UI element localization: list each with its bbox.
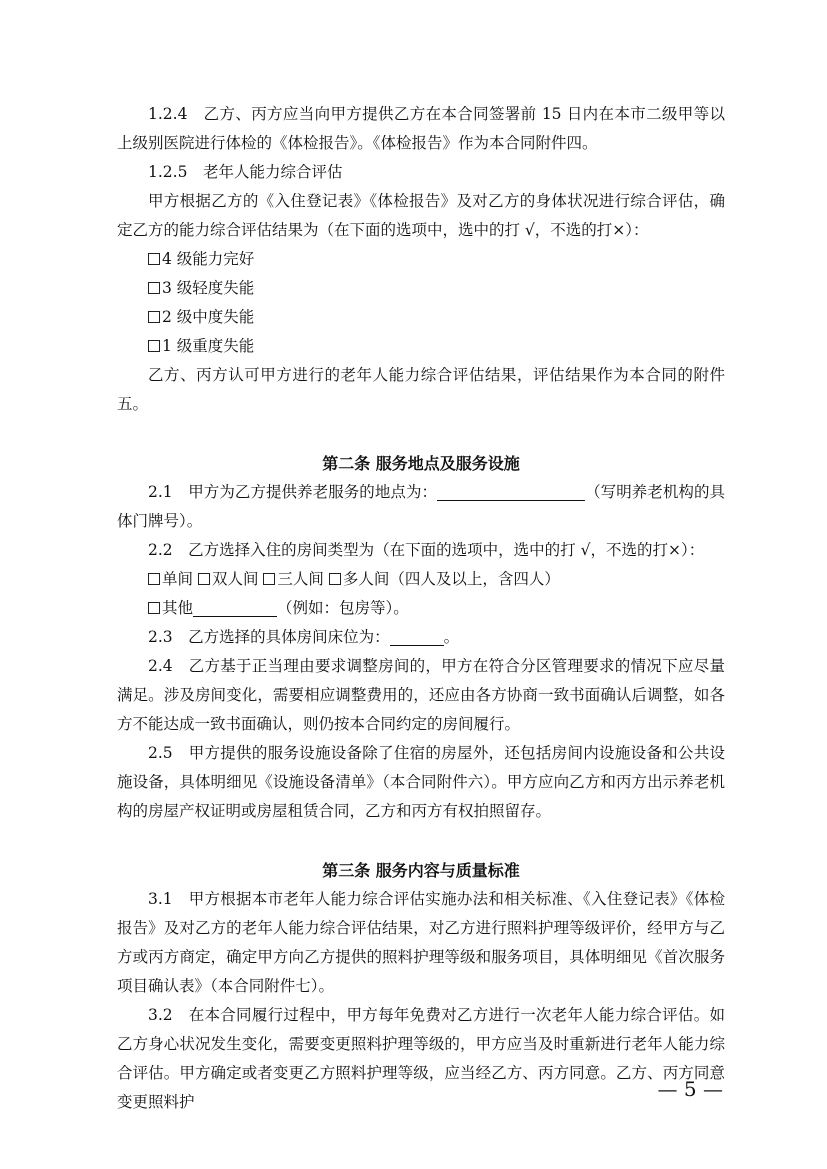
option-row — [117, 274, 725, 303]
article-2-title: 第二条 服务地点及服务设施 — [322, 454, 520, 473]
clause-2-1-text: 2.1 甲方为乙方提供养老服务的地点为： — [148, 483, 438, 501]
option-row — [117, 332, 725, 361]
room-type-label: 三人间 — [277, 570, 324, 588]
room-type-label: 多人间（四人及以上，含四人） — [342, 570, 560, 588]
checkbox[interactable] — [263, 573, 275, 585]
checkbox[interactable] — [148, 602, 160, 614]
checkbox[interactable] — [148, 253, 160, 265]
clause-2-2: 2.2 乙方选择入住的房间类型为（在下面的选项中，选中的打 √，不选的打×）： — [148, 541, 705, 559]
option-label: 2 级中度失能 — [162, 308, 255, 326]
article-3-title: 第三条 服务内容与质量标准 — [322, 861, 520, 880]
option-row — [117, 245, 725, 274]
clause-3-1: 3.1 甲方根据本市老年人能力综合评估实施办法和相关标准、《入住登记表》《体检报告》及对乙方的老年人能力综合评估结果，对乙方进行照料护理等级评价，经甲方与乙方或丙方商定，确定甲方向乙方提供的照料护理等级和服务项目，具体明细见《首次服务项目确认表》（本合同附件七）。 — [117, 890, 725, 995]
option-label: 4 级能力完好 — [162, 250, 255, 268]
clause-2-4: 2.4 乙方基于正当理由要求调整房间的，甲方在符合分区管理要求的情况下应尽量满足。涉及房间变化，需要相应调整费用的，还应由各方协商一致书面确认后调整，如各方不能达成一致书面确认，则仍按本合同约定的房间履行。 — [117, 657, 725, 733]
checkbox[interactable] — [148, 573, 160, 585]
room-type-label: 双人间 — [211, 570, 259, 588]
clause-3-2: 3.2 在本合同履行过程中，甲方每年免费对乙方进行一次老年人能力综合评估。如乙方身心状况发生变化，需要变更照料护理等级的，甲方应当及时重新进行老年人能力综合评估。甲方确定或者变更乙方照料护理等级，应当经乙方、丙方同意。乙方、丙方同意变更照料护 — [117, 1006, 725, 1111]
checkbox[interactable] — [148, 340, 160, 352]
checkbox[interactable] — [148, 282, 160, 294]
checkbox[interactable] — [148, 311, 160, 323]
address-blank[interactable] — [437, 484, 585, 501]
clause-2-3-text: 2.3 乙方选择的具体房间床位为： — [148, 628, 390, 646]
clause-1-2-4: 1.2.4 乙方、丙方应当向甲方提供乙方在本合同签署前 15 日内在本市二级甲等以上级别医院进行体检的《体检报告》。《体检报告》作为本合同附件四。 — [117, 105, 725, 152]
clause-2-5: 2.5 甲方提供的服务设施设备除了住宿的房屋外，还包括房间内设施设备和公共设施设备，具体明细见《设施设备清单》（本合同附件六）。甲方应向乙方和丙方出示养老机构的房屋产权证明或房屋租赁合同，乙方和丙方有权拍照留存。 — [117, 744, 725, 820]
option-label: 1 级重度失能 — [162, 337, 255, 355]
bed-blank[interactable] — [390, 629, 444, 646]
clause-2-3 — [117, 623, 725, 652]
option-label: 3 级轻度失能 — [162, 279, 255, 297]
room-other-hint: （例如：包房等）。 — [277, 599, 409, 617]
page-number: — 5 — — [657, 1077, 723, 1101]
checkbox[interactable] — [198, 573, 210, 585]
clause-1-2-5-title: 1.2.5 老年人能力综合评估 — [148, 163, 343, 181]
clause-1-2-5-after: 乙方、丙方认可甲方进行的老年人能力综合评估结果，评估结果作为本合同的附件五。 — [117, 366, 725, 413]
page-content — [117, 100, 725, 1117]
checkbox[interactable] — [329, 573, 341, 585]
room-other-row — [117, 594, 725, 623]
clause-1-2-5-body: 甲方根据乙方的《入住登记表》《体检报告》及对乙方的身体状况进行综合评估，确定乙方的能力综合评估结果为（在下面的选项中，选中的打 √，不选的打×）： — [117, 192, 725, 239]
room-other-blank[interactable] — [193, 600, 277, 617]
clause-2-3-end: 。 — [443, 628, 460, 646]
room-type-row — [117, 565, 725, 594]
clause-2-1-hint: （写明养老机构的具体门牌号）。 — [117, 483, 725, 530]
option-row — [117, 303, 725, 332]
clause-2-1 — [117, 478, 725, 536]
room-type-label: 单间 — [162, 570, 194, 588]
room-other-label: 其他 — [162, 599, 194, 617]
